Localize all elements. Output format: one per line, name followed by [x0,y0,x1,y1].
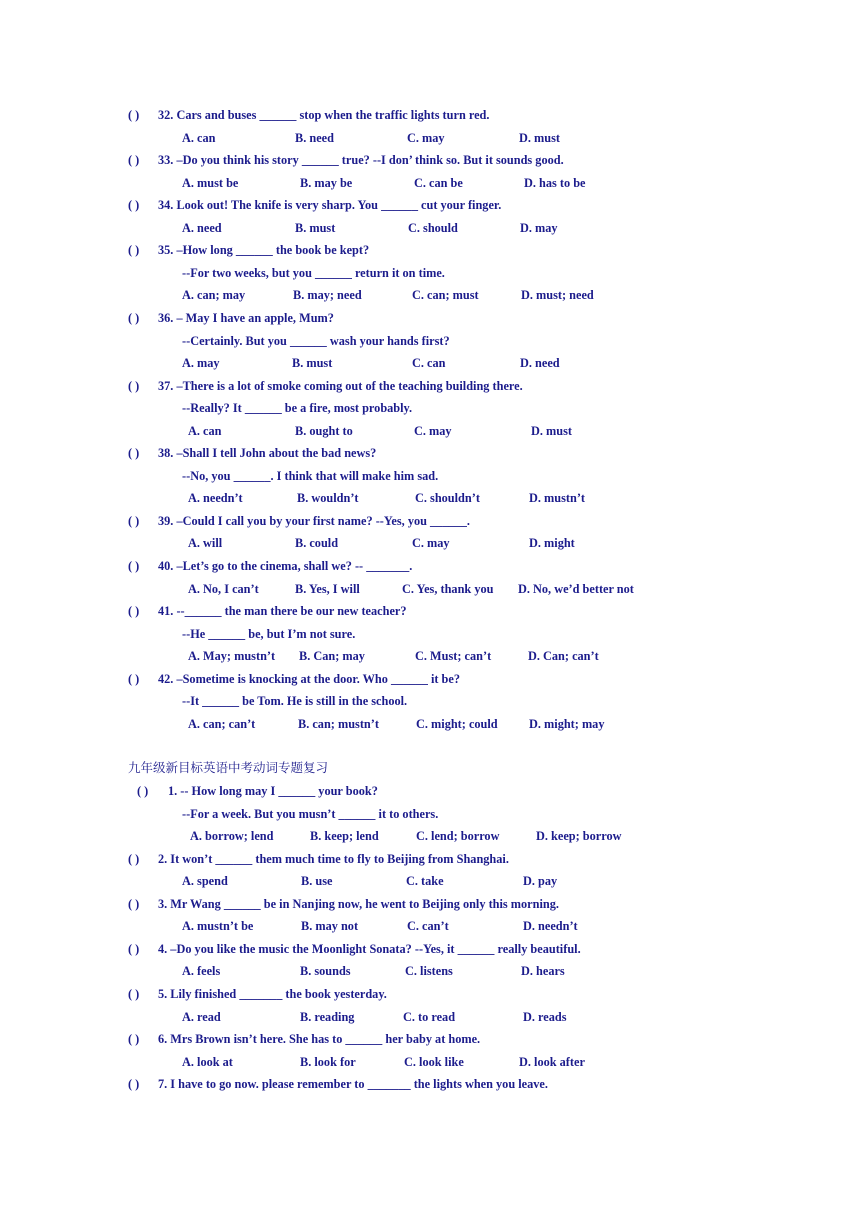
answer-option: D. reads [523,1009,567,1024]
answer-option: B. look for [300,1054,356,1069]
answer-option: C. should [408,220,458,235]
answer-option: D. pay [523,874,558,889]
question-dialogue-line: --For two weeks, but you ______ return it on time. [182,265,445,280]
answer-option: B. wouldn’t [297,491,359,506]
answer-option: A. can [182,130,216,145]
answer-option: B. Can; may [299,649,365,664]
question-dialogue-line: --No, you ______. I think that will make him sad. [182,468,439,483]
question-stem: 37. –There is a lot of smoke coming out of the teaching building there. [158,378,523,393]
answer-option: D. hears [521,964,565,979]
answer-option: A. mustn’t be [182,919,254,934]
question-stem: 4. –Do you like the music the Moonlight Sonata? --Yes, it ______ really beautiful. [158,941,581,956]
answer-option: B. sounds [300,964,351,979]
answer-option: A. can; can’t [188,716,256,731]
question-stem: 38. –Shall I tell John about the bad news? [158,446,377,461]
answer-option: A. can; may [182,288,246,303]
answer-option: A. must be [182,175,239,190]
answer-blank: ( ) [128,446,140,461]
answer-option: D. look after [519,1054,585,1069]
question-stem: 35. –How long ______ the book be kept? [158,243,370,258]
question-stem: 40. –Let’s go to the cinema, shall we? -- _______. [158,559,413,573]
answer-option: B. may be [300,175,353,190]
answer-blank: ( ) [128,1077,140,1092]
question-stem: 5. Lily finished _______ the book yesterday. [158,986,387,1001]
answer-option: D. has to be [524,175,586,190]
answer-option: B. may; need [293,288,362,303]
question-stem: 2. It won’t ______ them much time to fly to Beijing from Shanghai. [158,851,509,866]
answer-option: C. Must; can’t [415,649,492,664]
answer-option: C. lend; borrow [416,829,500,844]
question-stem: 3. Mr Wang ______ be in Nanjing now, he went to Beijing only this morning. [158,896,559,911]
answer-option: C. to read [403,1009,456,1024]
answer-option: D. must; need [521,288,594,303]
answer-blank: ( ) [128,1032,140,1047]
question-stem: 33. –Do you think his story ______ true? --I don’ think so. But it sounds good. [158,153,564,168]
answer-blank: ( ) [128,671,140,686]
question-dialogue-line: --Certainly. But you ______ wash your hands first? [182,333,450,348]
answer-blank: ( ) [137,784,149,798]
answer-blank: ( ) [128,513,140,528]
answer-option: B. use [301,874,333,889]
question-dialogue-line: --For a week. But you musn’t ______ it to others. [182,806,439,821]
answer-option: A. need [182,220,222,235]
answer-option: D. might; may [529,716,605,731]
answer-option: C. listens [405,964,453,979]
answer-option: D. must [531,423,572,438]
answer-option: D. needn’t [523,919,578,934]
answer-option: C. can [412,356,446,371]
answer-blank: ( ) [128,559,140,573]
answer-option: B. must [292,356,333,371]
answer-blank: ( ) [128,310,140,325]
answer-option: B. reading [300,1009,355,1024]
answer-option: D. Can; can’t [528,649,599,664]
answer-option: D. may [520,220,558,235]
question-dialogue-line: --He ______ be, but I’m not sure. [182,626,356,641]
question-stem: 41. --______ the man there be our new teacher? [158,604,407,619]
answer-blank: ( ) [128,153,140,168]
question-stem: 42. –Sometime is knocking at the door. Who ______ it be? [158,671,460,686]
answer-blank: ( ) [128,198,140,213]
answer-option: C. might; could [416,716,498,731]
answer-option: B. can; mustn’t [298,716,379,731]
answer-option: C. take [406,874,444,889]
question-stem: 34. Look out! The knife is very sharp. You ______ cut your finger. [158,198,502,213]
answer-blank: ( ) [128,896,140,911]
question-stem: 6. Mrs Brown isn’t here. She has to ______ her baby at home. [158,1032,481,1047]
question-stem: 32. Cars and buses ______ stop when the traffic lights turn red. [158,108,490,122]
answer-option: D. must [519,130,560,145]
answer-option: A. feels [182,964,221,979]
answer-blank: ( ) [128,378,140,393]
answer-blank: ( ) [128,986,140,1001]
answer-option: C. can be [414,175,463,190]
answer-option: B. Yes, I will [295,581,360,596]
answer-option: A. May; mustn’t [188,649,276,664]
section-heading: 九年级新目标英语中考动词专题复习 [128,761,329,775]
answer-option: B. must [295,220,336,235]
question-stem: 39. –Could I call you by your first name? --Yes, you ______. [158,513,470,528]
answer-option: C. may [407,130,445,145]
answer-option: C. look like [404,1054,464,1069]
answer-option: A. needn’t [188,491,243,506]
answer-option: B. need [295,130,334,145]
answer-option: A. look at [182,1054,233,1069]
answer-blank: ( ) [128,604,140,619]
answer-blank: ( ) [128,108,140,122]
answer-option: A. spend [182,874,228,889]
answer-option: D. mustn’t [529,491,586,506]
answer-blank: ( ) [128,941,140,956]
answer-option: C. Yes, thank you [402,581,494,596]
answer-option: B. could [295,536,339,551]
question-dialogue-line: --Really? It ______ be a fire, most probably. [182,401,413,416]
answer-option: A. will [188,536,223,551]
question-stem: 36. – May I have an apple, Mum? [158,310,334,325]
question-stem: 1. -- How long may I ______ your book? [168,784,378,798]
answer-option: A. can [188,423,222,438]
answer-option: C. shouldn’t [415,491,480,506]
answer-option: A. No, I can’t [188,581,259,596]
answer-option: B. ought to [295,423,353,438]
answer-option: C. may [412,536,450,551]
answer-option: B. keep; lend [310,829,379,844]
answer-option: D. No, we’d better not [518,581,634,596]
answer-blank: ( ) [128,851,140,866]
answer-option: B. may not [301,919,359,934]
answer-option: D. keep; borrow [536,829,622,844]
answer-blank: ( ) [128,243,140,258]
answer-option: A. read [182,1009,221,1024]
question-dialogue-line: --It ______ be Tom. He is still in the school. [182,694,408,709]
answer-option: C. may [414,423,452,438]
question-stem: 7. I have to go now. please remember to _______ the lights when you leave. [158,1077,548,1092]
answer-option: D. might [529,536,575,551]
answer-option: C. can; must [412,288,479,303]
answer-option: A. may [182,356,220,371]
answer-option: D. need [520,356,560,371]
answer-option: C. can’t [407,919,449,934]
answer-option: A. borrow; lend [190,829,274,844]
